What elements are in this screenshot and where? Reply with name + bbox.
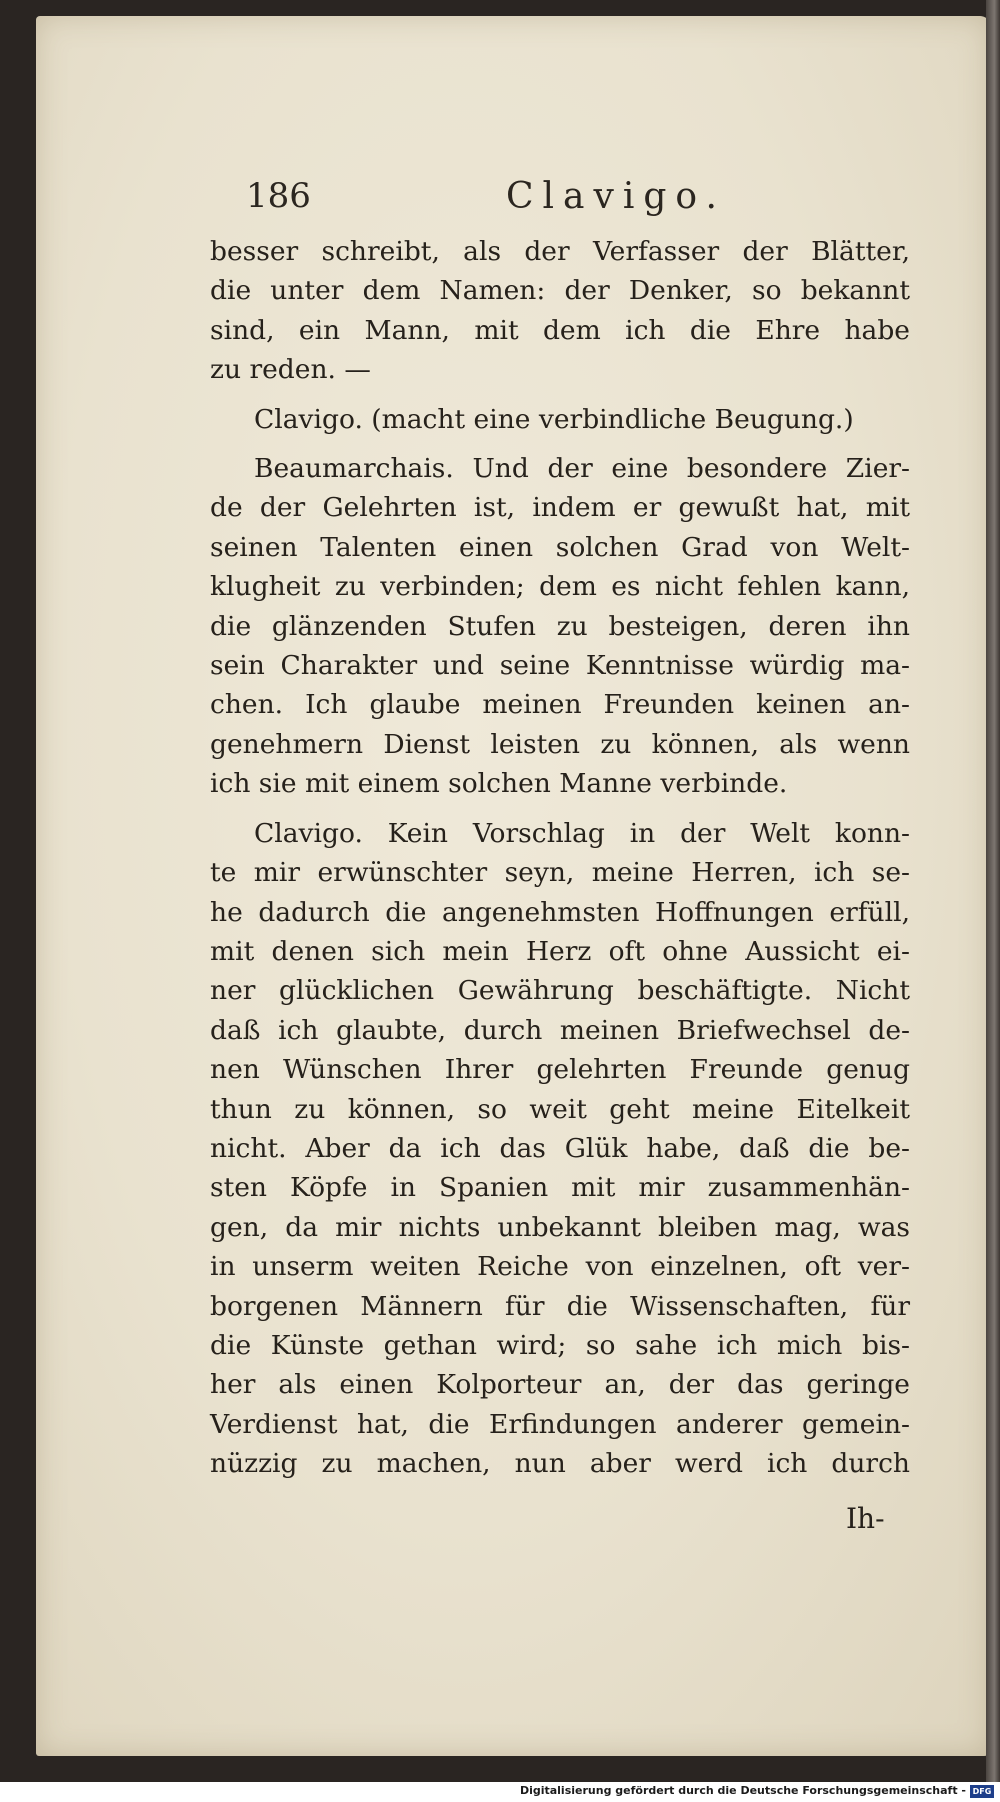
text-line: daß ich glaubte, durch meinen Briefwechsel de- (210, 1014, 910, 1046)
text-line: die glänzenden Stufen zu besteigen, deren ihn (210, 610, 910, 642)
text-line: nüzzig zu machen, nun aber werd ich durch (210, 1448, 910, 1480)
text-line: klugheit zu verbinden; dem es nicht fehlen kann, (210, 571, 910, 603)
text-line: sten Köpfe in Spanien mit mir zusammenhän- (210, 1172, 910, 1204)
text-line: besser schreibt, als der Verfasser der Blätter, (210, 236, 910, 267)
catchword: Ih- (846, 1502, 885, 1535)
text-line: seinen Talenten einen solchen Grad von Welt- (210, 531, 910, 563)
page-header (246, 176, 726, 226)
body-text (210, 232, 910, 1484)
funding-credit: Digitalisierung gefördert durch die Deutsche Forschungsgemeinschaft - (519, 1784, 966, 1797)
text-line: nicht. Aber da ich das Glük habe, daß die be- (210, 1132, 910, 1164)
dfg-logo: DFG (970, 1785, 994, 1798)
speaker-line: Beaumarchais. Und der eine besondere Zier- (254, 453, 910, 485)
text-line: mit denen sich mein Herz oft ohne Aussicht ei- (210, 935, 910, 967)
text-line: sein Charakter und seine Kenntnisse würdig ma- (210, 650, 910, 682)
text-line: thun zu können, so weit geht meine Eitelkeit (210, 1093, 910, 1125)
text-line: chen. Ich glaube meinen Freunden keinen an- (210, 689, 910, 721)
text-line: ich sie mit einem solchen Manne verbinde. (210, 768, 788, 800)
text-line: her als einen Kolporteur an, der das geringe (210, 1369, 910, 1401)
text-line: te mir erwünschter seyn, meine Herren, ich se- (210, 857, 910, 889)
text-line: die unter dem Namen: der Denker, so bekannt (210, 275, 910, 307)
text-line: he dadurch die angenehmsten Hoffnungen erfüll, (210, 896, 910, 928)
speaker-line: Clavigo. Kein Vorschlag in der Welt konn- (254, 817, 910, 849)
page-number: 186 (246, 176, 311, 216)
text-line: Verdienst hat, die Erfindungen anderer gemein- (210, 1408, 910, 1440)
text-line: borgenen Männern für die Wissenschaften, für (210, 1290, 910, 1322)
text-line: zu reden. — (210, 354, 371, 386)
text-line: genehmern Dienst leisten zu können, als wenn (210, 728, 910, 760)
digitization-footer (0, 1782, 1000, 1802)
stage-direction-line: Clavigo. (macht eine verbindliche Beugung.) (254, 403, 854, 435)
text-line: in unserm weiten Reiche von einzelnen, oft ver- (210, 1251, 910, 1283)
running-title: Clavigo. (506, 176, 726, 217)
text-line: die Künste gethan wird; so sahe ich mich bis- (210, 1329, 910, 1361)
text-line: sind, ein Mann, mit dem ich die Ehre habe (210, 314, 910, 346)
scan-edge (986, 0, 1000, 1782)
text-line: nen Wünschen Ihrer gelehrten Freunde genug (210, 1054, 910, 1086)
text-line: de der Gelehrten ist, indem er gewußt hat, mit (210, 492, 910, 524)
text-line: gen, da mir nichts unbekannt bleiben mag, was (210, 1211, 910, 1243)
text-line: ner glücklichen Gewährung beschäftigte. Nicht (210, 975, 910, 1007)
